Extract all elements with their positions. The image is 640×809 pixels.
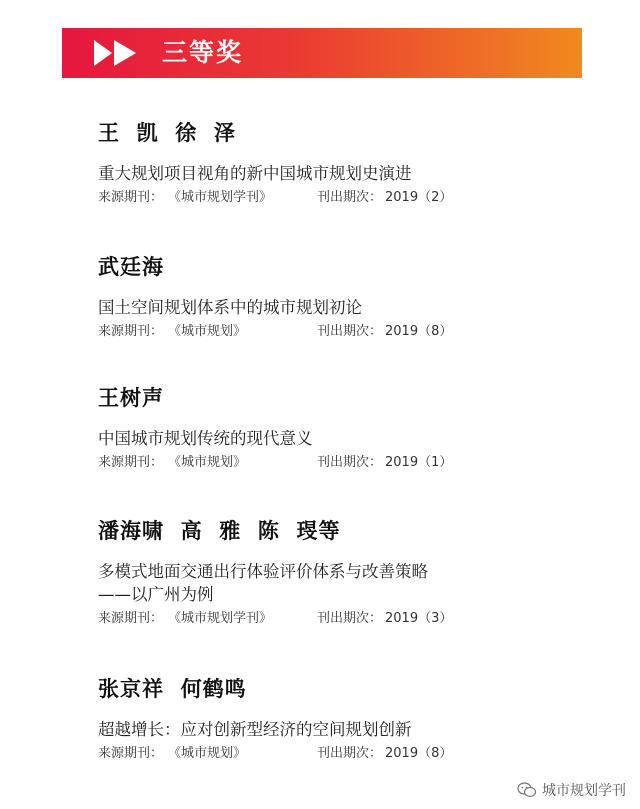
entry-title-line: 中国城市规划传统的现代意义 [98,429,313,448]
issue-label: 刊出期次： [317,611,383,626]
entry-meta [98,188,598,208]
entry-title [98,427,598,450]
source-label: 来源期刊： [98,746,164,761]
award-entry [98,383,598,473]
source-journal: 《城市规划》 [168,746,247,761]
issue-value: 2019（8） [385,324,453,339]
entry-title [98,718,598,741]
entry-authors: 张京祥 何鹤鸣 [98,677,247,701]
issue-value: 2019（2） [385,190,453,205]
source-label: 来源期刊： [98,611,164,626]
source-label: 来源期刊： [98,190,164,205]
section-title: 三等奖 [162,38,244,67]
entry-meta [98,744,598,764]
entry-title [98,296,598,319]
entry-title [98,162,598,185]
entry-authors: 王 凯 徐 泽 [98,121,236,145]
entry-authors: 武廷海 [98,255,164,279]
source-journal: 《城市规划》 [168,324,247,339]
entry-title-line: 多模式地面交通出行体验评价体系与改善策略 [98,562,428,581]
source-journal: 《城市规划学刊》 [168,611,273,626]
issue-label: 刊出期次： [317,190,383,205]
issue-value: 2019（8） [385,746,453,761]
section-banner [62,28,582,78]
award-entry [98,674,598,764]
issue-label: 刊出期次： [317,455,383,470]
award-entry [98,118,598,208]
award-entry [98,516,598,629]
entry-meta [98,453,598,473]
double-play-arrow-icon [94,40,140,66]
issue-label: 刊出期次： [317,324,383,339]
entry-title-line: 重大规划项目视角的新中国城市规划史演进 [98,164,412,183]
entry-meta [98,322,598,342]
entry-title-line: 国土空间规划体系中的城市规划初论 [98,298,362,317]
source-journal: 《城市规划》 [168,455,247,470]
source-journal: 《城市规划学刊》 [168,190,273,205]
watermark [517,780,626,800]
watermark-text: 城市规划学刊 [542,783,626,799]
issue-value: 2019（1） [385,455,453,470]
entry-title [98,560,598,606]
issue-value: 2019（3） [385,611,453,626]
issue-label: 刊出期次： [317,746,383,761]
entry-authors: 王树声 [98,386,164,410]
entry-meta [98,609,598,629]
wechat-icon [517,782,537,798]
entry-title-line: ——以广州为例 [98,585,214,604]
source-label: 来源期刊： [98,455,164,470]
entry-authors: 潘海啸 高 雅 陈 琝等 [98,519,341,543]
entry-title-line: 超越增长：应对创新型经济的空间规划创新 [98,720,412,739]
award-entry [98,252,598,342]
source-label: 来源期刊： [98,324,164,339]
